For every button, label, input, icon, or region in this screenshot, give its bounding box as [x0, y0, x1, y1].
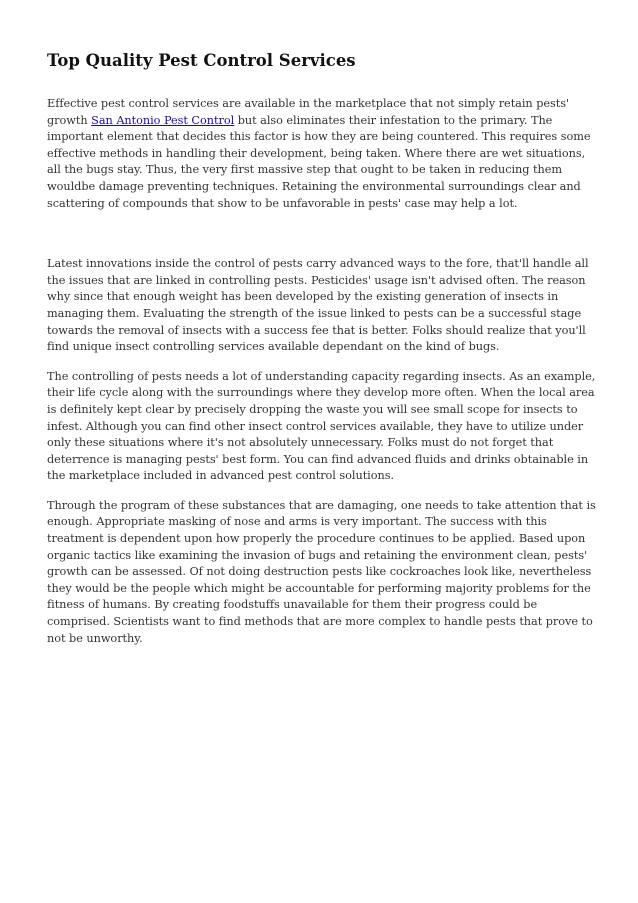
page-title: Top Quality Pest Control Services	[47, 51, 356, 70]
paragraph-1-text-before-link: Effective pest control services are available in the marketplace that not simply retain pests' growth	[47, 97, 570, 127]
paragraph-1	[47, 96, 597, 212]
paragraph-2: Latest innovations inside the control of pests carry advanced ways to the fore, that'll handle all the issues that are linked in controlling pests. Pesticides' usage isn't advised often. The reason why since that enough weight has been developed by the existing generation of insects in managing them. Evaluating the strength of the issue linked to pests can be a successful stage towards the removal of insects with a success fee that is better. Folks should realize that you'll find unique insect controlling services available dependant on the kind of bugs.	[47, 257, 589, 354]
document-page	[47, 50, 597, 647]
paragraph-4: Through the program of these substances that are damaging, one needs to take attention that is enough. Appropriate masking of nose and arms is very important. The success with this treatment is dependent upon how properly the procedure continues to be applied. Based upon organic tactics like examining the invasion of bugs and retaining the environment clean, pests' growth can be assessed. Of not doing destruction pests like cockroaches look like, nevertheless they would be the people which might be accountable for performing majority problems for the fitness of humans. By creating foodstuffs unavailable for them their progress could be comprised. Scientists want to find methods that are more complex to handle pests that prove to not be unworthy.	[47, 498, 596, 645]
paragraph-3: The controlling of pests needs a lot of understanding capacity regarding insects. As an example, their life cycle along with the surroundings where they develop more often. When the local area is definitely kept clear by precisely dropping the waste you will see small scope for insects to infest. Although you can find other insect control services available, they have to utilize under only these situations where it's not absolutely unnecessary. Folks must do not forget that deterrence is managing pests' best form. You can find advanced fluids and drinks obtainable in the marketplace included in advanced pest control solutions.	[47, 369, 596, 483]
san-antonio-pest-control-link[interactable]: San Antonio Pest Control	[91, 113, 235, 127]
paragraph-1-text-after-link: but also eliminates their infestation to the primary. The important element that decides this factor is how they are being countered. This requires some effective methods in handling their development, being taken. Where there are wet situations, all the bugs stay. Thus, the very first massive step that ought to be taken in reducing them wouldbe damage preventing techniques. Retaining the environmental surroundings clear and scattering of compounds that show to be unfavorable in pests' case may help a lot.	[47, 113, 591, 210]
